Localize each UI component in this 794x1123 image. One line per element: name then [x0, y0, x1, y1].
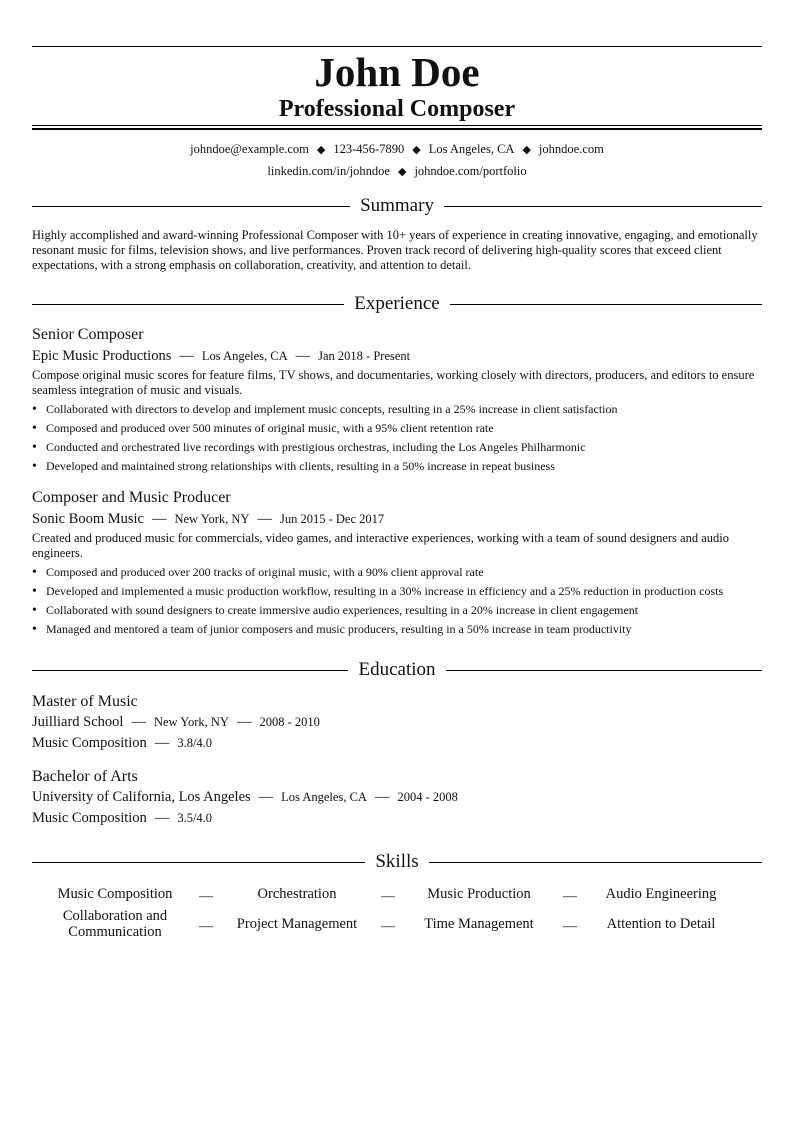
bullet-icon: •	[32, 440, 37, 455]
education-heading	[32, 657, 762, 683]
diamond-separator-icon: ◆	[522, 144, 531, 156]
job-description: Created and produced music for commercials, video games, and interactive experiences, working with a team of sound designers and audio engineers.	[32, 531, 729, 560]
skill-item: Time Management	[424, 916, 534, 932]
diamond-separator-icon: ◆	[316, 144, 326, 156]
bullet-icon: •	[32, 421, 37, 436]
degree: Bachelor of Arts	[32, 768, 138, 785]
job-title: Composer and Music Producer	[32, 489, 231, 506]
field: Music Composition	[32, 810, 147, 826]
dash-separator: —	[199, 889, 213, 904]
dash-separator: —	[381, 889, 395, 904]
bullet-icon: •	[32, 584, 37, 599]
contact-line-1	[32, 139, 762, 161]
section-title: Experience	[354, 293, 440, 314]
school-line: Juilliard School — New York, NY — 2008 - 2010	[32, 714, 320, 730]
skill-item: Attention to Detail	[606, 916, 716, 932]
skill-item: Music Production	[427, 886, 531, 902]
education-entry	[32, 766, 762, 829]
section-title: Education	[358, 659, 436, 680]
field: Music Composition	[32, 735, 147, 751]
skill-item: Collaboration and Communication	[62, 908, 168, 940]
bullet-icon: •	[32, 603, 37, 618]
skill-item: Orchestration	[257, 886, 337, 902]
summary-text: Highly accomplished and award-winning Professional Composer with 10+ years of experience in creating innovative, engaging, and emotionally resonant music for films, television shows, and live performances. Proven track record of delivering high-quality scores that exceed client expectations, with a strong emphasis on collaboration, creativity, and attention to detail.	[32, 228, 758, 272]
school-location: New York, NY	[153, 715, 229, 729]
summary-heading	[32, 193, 762, 219]
skill-item: Project Management	[236, 916, 358, 932]
company: Sonic Boom Music	[32, 511, 144, 527]
job-description: Compose original music scores for feature films, TV shows, and documentaries, working closely with directors, producers, and editors to ensure seamless integration of music and visuals.	[32, 368, 755, 397]
list-item: • Composed and produced over 500 minutes of original music, with a 95% client retention rate	[32, 421, 494, 436]
section-title: Skills	[375, 851, 419, 872]
school-line: University of California, Los Angeles — Los Angeles, CA — 2004 - 2008	[32, 789, 458, 805]
job-dates: Jun 2015 - Dec 2017	[280, 512, 385, 526]
diamond-separator-icon: ◆	[412, 144, 421, 156]
skills-row	[32, 907, 762, 941]
field-line: Music Composition — 3.8/4.0	[32, 735, 213, 751]
skills-row	[32, 885, 762, 903]
contact-line-2	[32, 161, 762, 183]
bullet-icon: •	[32, 402, 37, 417]
list-item: • Developed and implemented a music production workflow, resulting in a 30% increase in efficiency and a 25% reduction in production costs	[32, 584, 724, 599]
job-title: Senior Composer	[32, 326, 144, 343]
gpa: 3.5/4.0	[177, 811, 213, 825]
education-entry	[32, 691, 762, 754]
dash-separator: —	[199, 919, 213, 934]
skills-heading	[32, 849, 762, 875]
email[interactable]: johndoe@example.com	[190, 142, 309, 156]
skill-item: Music Composition	[57, 886, 173, 902]
school-dates: 2004 - 2008	[397, 790, 458, 804]
dash-separator: —	[381, 919, 395, 934]
job-location: New York, NY	[174, 512, 250, 526]
candidate-name: John Doe	[314, 49, 480, 95]
job-entry	[32, 325, 762, 476]
website-link[interactable]: johndoe.com	[538, 142, 604, 156]
resume-page	[32, 46, 762, 941]
job-meta: Epic Music Productions — Los Angeles, CA — Jan 2018 - Present	[32, 348, 411, 364]
bullet-icon: •	[32, 459, 37, 474]
job-meta: Sonic Boom Music — New York, NY — Jun 2015 - Dec 2017	[32, 511, 385, 527]
list-item: • Managed and mentored a team of junior composers and music producers, resulting in a 50% increase in team productivity	[32, 622, 632, 637]
skill-item: Audio Engineering	[605, 886, 717, 902]
top-rule	[32, 46, 762, 47]
header-rule	[32, 125, 762, 130]
list-item: • Developed and maintained strong relationships with clients, resulting in a 50% increase in repeat business	[32, 459, 555, 474]
section-title: Summary	[360, 195, 434, 216]
portfolio-link[interactable]: johndoe.com/portfolio	[414, 164, 527, 178]
linkedin-link[interactable]: linkedin.com/in/johndoe	[267, 164, 390, 178]
gpa: 3.8/4.0	[177, 736, 213, 750]
bullet-icon: •	[32, 622, 37, 637]
achievement-list	[32, 400, 762, 476]
company: Epic Music Productions	[32, 348, 172, 364]
candidate-title: Professional Composer	[278, 96, 516, 122]
achievement-list	[32, 563, 762, 639]
skills-grid	[32, 885, 762, 941]
job-location: Los Angeles, CA	[201, 349, 288, 363]
phone[interactable]: 123-456-7890	[333, 142, 405, 156]
contact-info	[32, 139, 762, 183]
school: University of California, Los Angeles	[32, 789, 251, 805]
field-line: Music Composition — 3.5/4.0	[32, 810, 213, 826]
job-dates: Jan 2018 - Present	[318, 349, 411, 363]
school: Juilliard School	[32, 714, 124, 730]
dash-separator: —	[563, 889, 577, 904]
list-item: • Composed and produced over 200 tracks of original music, with a 90% client approval rate	[32, 565, 484, 580]
list-item: • Collaborated with directors to develop and implement music concepts, resulting in a 25% increase in client satisfaction	[32, 402, 618, 417]
degree: Master of Music	[32, 693, 138, 710]
location: Los Angeles, CA	[428, 142, 515, 156]
dash-separator: —	[563, 919, 577, 934]
job-entry	[32, 488, 762, 639]
list-item: • Collaborated with sound designers to create immersive audio experiences, resulting in a 20% increase in client engagement	[32, 603, 639, 618]
list-item: • Conducted and orchestrated live recordings with prestigious orchestras, including the Los Angeles Philharmonic	[32, 440, 586, 455]
experience-heading	[32, 291, 762, 317]
school-dates: 2008 - 2010	[259, 715, 320, 729]
bullet-icon: •	[32, 565, 37, 580]
diamond-separator-icon: ◆	[397, 166, 407, 178]
school-location: Los Angeles, CA	[281, 790, 367, 804]
